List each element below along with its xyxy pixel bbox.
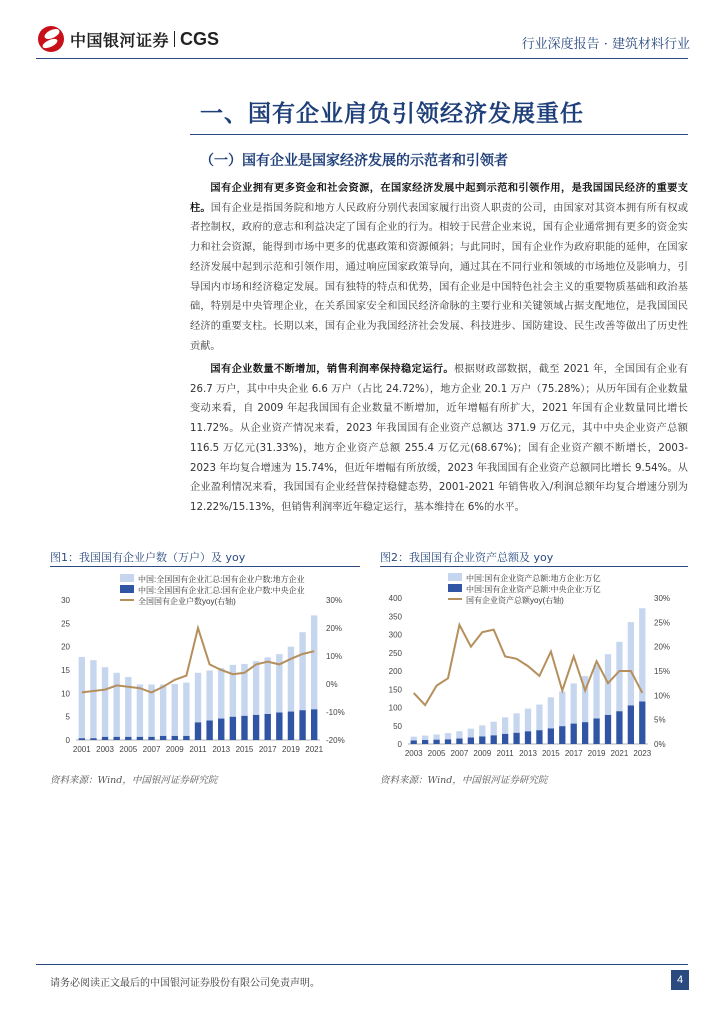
x-axis-tick: 2021 [610,749,629,758]
left-axis-tick: 20 [61,642,70,652]
bar [265,657,271,713]
bar [183,683,189,736]
legend-label: 全国国有企业户数yoy(右轴) [138,597,236,606]
paragraph-1-lead: 国有企业拥有更多资金和社会资源，在国家经济发展中起到示范和引领作用，是我国国民经济的重要支柱。 [190,183,688,214]
bar [445,733,451,739]
bar [468,729,474,738]
bar [639,701,645,744]
figure-2-title: 图2：我国国有企业资产总额及 yoy [380,551,554,564]
left-axis-tick: 150 [388,685,402,695]
legend-swatch [120,574,134,582]
bar [299,710,305,740]
bar [311,615,317,709]
x-axis-tick: 2007 [450,749,469,758]
bar [113,737,119,740]
left-axis-tick: 200 [388,667,402,676]
bar [422,740,428,744]
bar [230,717,236,740]
x-axis-tick: 2015 [541,749,560,758]
left-axis-tick: 0 [397,740,402,749]
left-axis-tick: 30 [61,596,70,605]
bar [102,737,108,740]
left-axis-tick: 0 [65,736,70,745]
company-logo[interactable] [38,26,219,52]
bar [502,734,508,744]
right-axis-tick: 10% [654,691,671,701]
bar [571,724,577,744]
bar [218,668,224,718]
x-axis-tick: 2007 [142,745,161,754]
bar [253,715,259,740]
bar [456,739,462,744]
bar [468,737,474,744]
bar [536,705,542,731]
bar [288,712,294,740]
bar [160,736,166,740]
right-axis-tick: 0% [326,680,338,689]
bar [125,737,131,740]
bar [536,730,542,744]
bar [513,713,519,732]
right-axis-tick: 5% [654,715,666,725]
logo-text-en: CGS [180,28,220,49]
figure-2-source: 资料来源：Wind，中国银河证券研究院 [380,775,548,786]
bar [582,722,588,744]
x-axis-tick: 2009 [473,749,492,758]
figure-2-divider [380,566,688,567]
left-axis-tick: 10 [61,689,70,699]
bar [276,712,282,740]
x-axis-tick: 2017 [564,749,583,758]
report-category: 行业深度报告 · 建筑材料行业 [521,37,690,52]
paragraph-1 [190,179,688,356]
bar [433,740,439,744]
section-title: 一、国有企业肩负引领经济发展重任 [200,100,584,127]
bar [616,711,622,744]
bar [559,691,565,726]
right-axis-tick: -20% [326,736,345,745]
x-axis-tick: 2009 [165,745,184,754]
bar [525,709,531,732]
legend-swatch [448,573,462,581]
bar [593,718,599,744]
bar [195,673,201,722]
x-axis-tick: 2013 [212,745,231,754]
x-axis-tick: 2017 [258,745,277,754]
bar [605,715,611,744]
right-axis-tick: 30% [654,594,671,603]
bar [299,632,305,710]
legend-label: 中国:全国国有企业汇总:国有企业户数:中央企业 [138,586,305,595]
page-number: 4 [671,970,689,990]
left-axis-tick: 15 [61,666,70,675]
logo-text-cn: 中国银河证券 [70,30,170,50]
figure-2-chart [380,568,688,768]
legend-label: 中国:全国国有企业汇总:国有企业户数:地方企业 [138,575,305,584]
subsection-title: （一）国有企业是国家经济发展的示范者和引领者 [200,153,508,169]
right-axis-tick: 0% [654,740,666,749]
x-axis-tick: 2023 [633,749,652,758]
left-axis-tick: 400 [388,594,402,603]
paragraph-1-body: 国有企业是指国务院和地方人民政府分别代表国家履行出资人职责的公司，由国家对其资本拥有所有权或者控制权，政府的意志和利益决定了国有企业的行为。相较于民营企业来说，国有企业通常拥有更多的资金实力和社会资源，能得到市场中更多的优惠政策和资源倾斜；与此同时，国有企业作为政府职能的延伸，在国家经济发展中起到示范和引领作用，通过响应国家政策导向，通过其在不同行业和领域的市场地位及影响力，引导国内市场和经济稳定发展。国有独特的特点和优势，国有企业是中国特色社会主义的重要物质基础和政治基础，特别是中央管理企业，在关系国家安全和国民经济命脉的主要行业和关键领域占据支配地位，是我国国民经济的重要支柱。长期以来，国有企业为我国经济社会发展、科技进步、国防建设、民生改善等做出了历史性贡献。 [190,202,689,352]
bar [172,736,178,740]
x-axis-tick: 2019 [587,749,606,758]
legend-label: 中国:国有企业资产总额:中央企业:万亿 [466,585,601,594]
left-axis-tick: 25 [61,619,70,629]
bar [137,737,143,740]
bar [456,731,462,738]
right-axis-tick: -10% [326,708,345,717]
bar [593,665,599,718]
bar [79,657,85,738]
bar [433,735,439,740]
bar [616,642,622,711]
footer-disclaimer: 请务必阅读正文最后的中国银河证券股份有限公司免责声明。 [50,978,320,989]
x-axis-tick: 2013 [519,749,537,758]
bar [241,716,247,740]
bar [411,737,417,741]
x-axis-tick: 2005 [427,749,446,758]
bar [160,684,166,735]
left-axis-tick: 300 [388,630,402,640]
legend-swatch [448,584,462,592]
x-axis-tick: 2015 [235,745,254,754]
bar [218,719,224,740]
bar [79,738,85,740]
figure-1-title: 图1：我国国有企业户数（万户）及 yoy [50,551,246,564]
paragraph-2 [190,360,688,518]
bar [195,722,201,740]
left-axis-tick: 350 [388,612,402,622]
right-axis-tick: 20% [654,642,671,652]
bar [90,738,96,740]
bar [525,731,531,744]
bar [90,660,96,738]
right-axis-tick: 15% [654,667,671,676]
bar [102,667,108,737]
x-axis-tick: 2021 [305,745,324,754]
bar [491,722,497,736]
bar [479,725,485,736]
figure-1-chart [50,568,360,768]
right-axis-tick: 25% [654,618,671,628]
bar [206,720,212,740]
bar [628,705,634,744]
bar [548,728,554,744]
bar [148,737,154,740]
x-axis-tick: 2005 [119,745,138,754]
page-header [0,0,724,58]
x-axis-tick: 2011 [189,745,207,754]
right-axis-tick: 10% [326,652,343,661]
bar [265,714,271,740]
left-axis-tick: 250 [388,648,402,658]
figure-1-source: 资料来源：Wind，中国银河证券研究院 [50,775,218,786]
bar [411,740,417,744]
x-axis-tick: 2003 [404,749,423,758]
legend-swatch [120,585,134,593]
bar [559,726,565,744]
bar [288,647,294,712]
x-axis-tick: 2019 [282,745,300,754]
header-divider [36,58,688,59]
right-axis-tick: 20% [326,624,343,633]
bar [502,717,508,733]
bar [513,733,519,744]
bar [571,683,577,723]
left-axis-tick: 100 [388,703,402,713]
bar [491,735,497,744]
paragraph-2-lead: 国有企业数量不断增加，销售利润率保持稳定运行。 [210,364,454,375]
bar [137,684,143,736]
footer-divider [36,964,688,965]
bar [206,670,212,720]
left-axis-tick: 50 [393,721,402,731]
bar [113,673,119,737]
bar [479,736,485,744]
bar [183,736,189,740]
paragraph-2-body: 根据财政部数据，截至 2021 年，全国国有企业有 26.7 万户，其中中央企业 6.6 万户（占比 24.72%），地方企业 20.1 万户（75.28%）；从历年国有企业数量变动来看，自 2009 年起我国国有企业数量不断增加，近年增幅有所扩大，2021 年国有企业数量同比增长 11.72%。从企业资产情况来看，2023 年我国国有企业资产总额达 371.9 万亿元，其中中央企业资产总额 116.5 万亿元(31.33%)，地方企业资产总额 255.4 万亿元(68.67%)；国有企业资产额不断增长，2003-2023 年均复合增速为 15.74%，但近年增幅有所放缓，2023 年我国国有企业资产总额同比增长 9.54%。从企业盈利情况来看，我国国有企业经营保持稳健态势，2001-2021 年销售收入/利润总额年均复合增速分别为 12.22%/15.13%，但销售利润率近年稳定运行，基本维持在 6%的水平。 [190,364,689,513]
bar [172,684,178,736]
bar [253,661,259,715]
x-axis-tick: 2003 [96,745,114,754]
bar [311,709,317,740]
logo-divider [174,31,175,47]
right-axis-tick: 30% [326,596,343,605]
legend-label: 国有企业资产总额yoy(右轴) [466,596,564,605]
bar [548,697,554,728]
section-divider [190,134,688,135]
figure-1-divider [50,566,360,567]
left-axis-tick: 5 [65,712,70,722]
bar [445,739,451,744]
legend-label: 中国:国有企业资产总额:地方企业:万亿 [466,574,601,583]
bar [628,622,634,705]
x-axis-tick: 2011 [496,749,514,758]
bar [422,736,428,740]
logo-icon [38,26,64,52]
x-axis-tick: 2001 [72,745,91,754]
